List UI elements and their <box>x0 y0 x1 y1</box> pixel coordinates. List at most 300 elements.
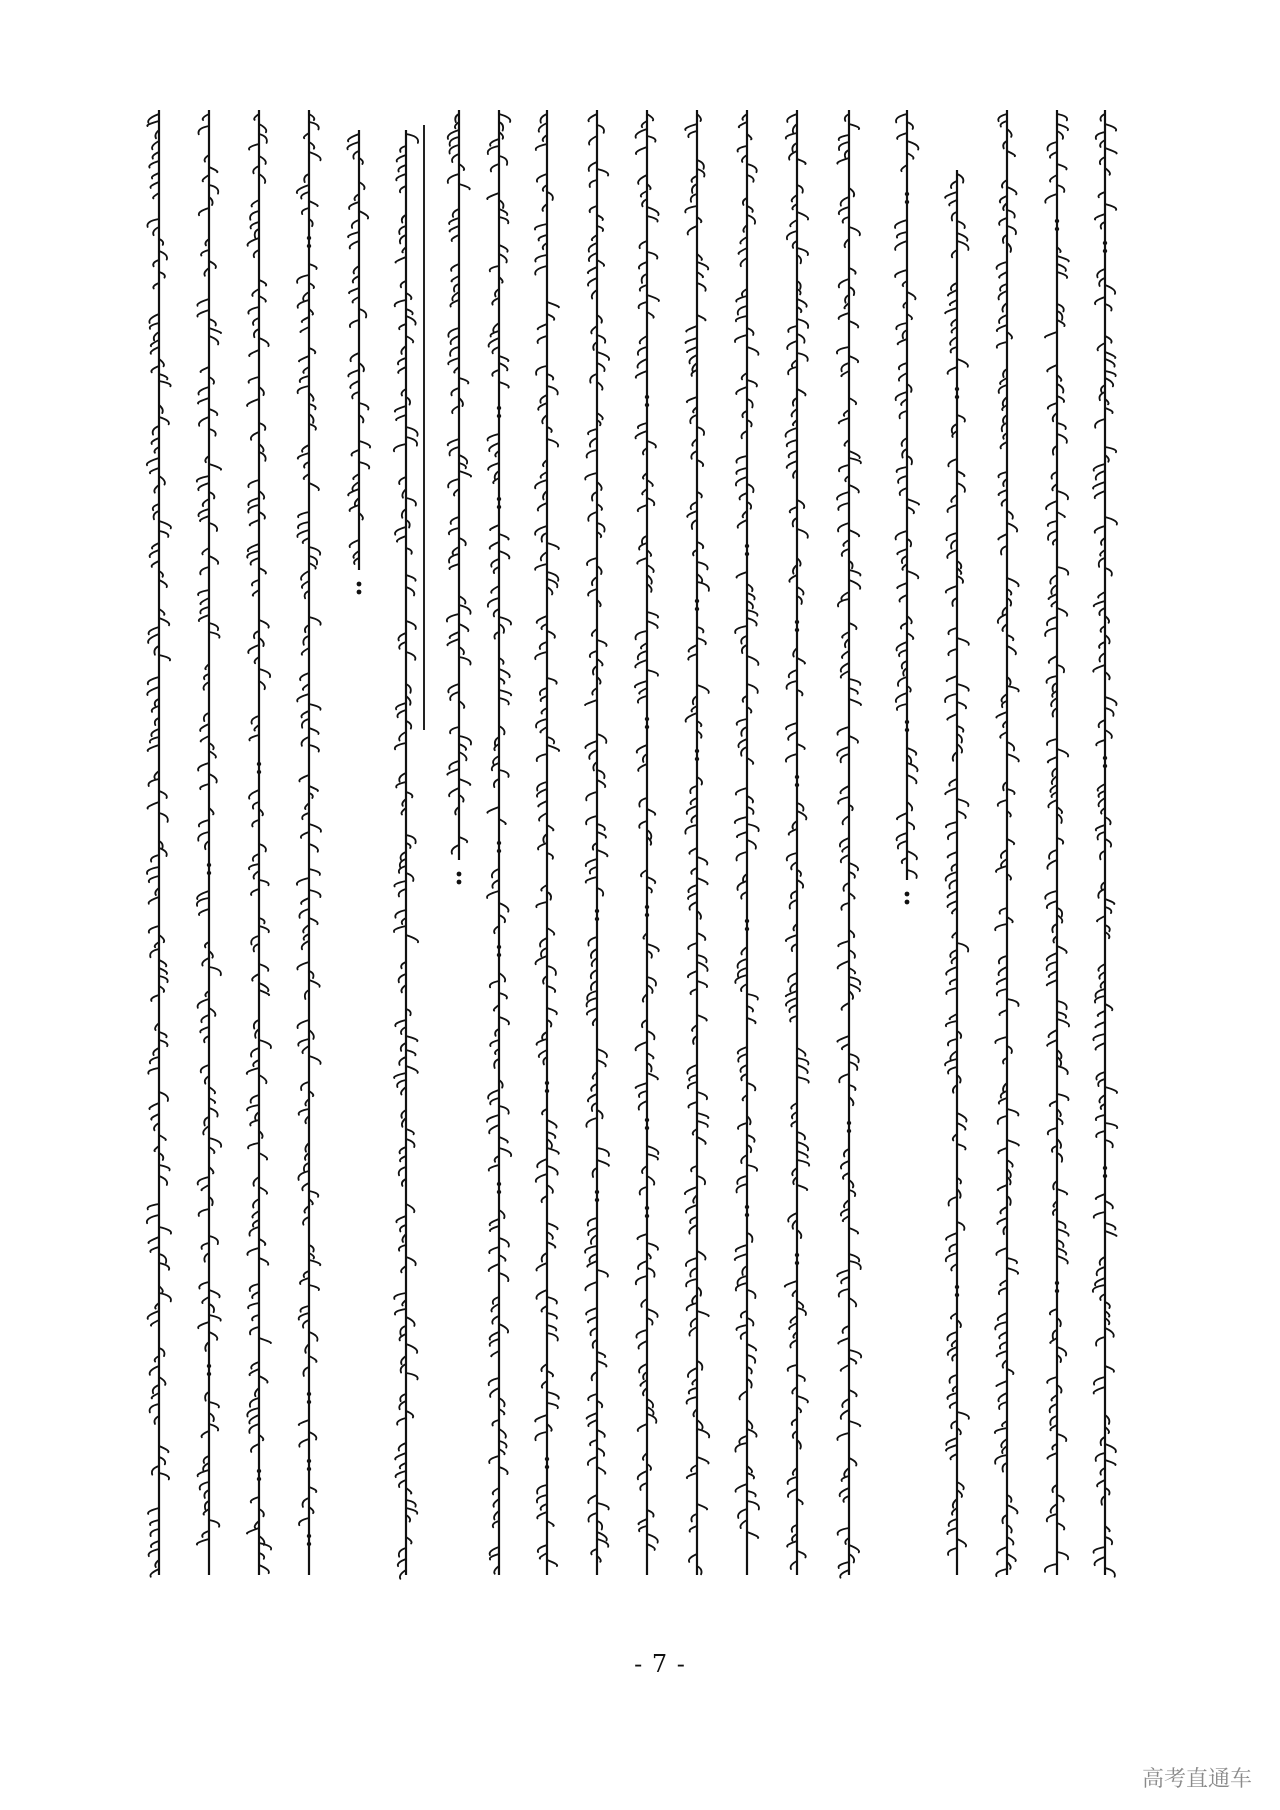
glyph-stroke <box>159 417 169 424</box>
glyph-stroke <box>849 863 858 870</box>
glyph-stroke <box>397 710 406 717</box>
punctuation-dot <box>497 945 501 949</box>
glyph-stroke <box>689 1225 697 1234</box>
glyph-stroke <box>736 477 747 486</box>
glyph-stroke <box>1095 214 1105 220</box>
glyph-stroke <box>394 1073 406 1078</box>
glyph-stroke <box>639 1364 647 1373</box>
glyph-stroke <box>849 1054 859 1062</box>
script-glyphs <box>296 0 322 1700</box>
glyph-stroke <box>309 704 321 710</box>
glyph-stroke <box>452 235 459 241</box>
glyph-stroke <box>957 638 969 645</box>
glyph-stroke <box>697 955 707 962</box>
glyph-stroke <box>688 885 697 892</box>
glyph-stroke <box>209 967 221 975</box>
glyph-stroke <box>209 464 221 470</box>
glyph-stroke <box>687 397 697 402</box>
glyph-stroke <box>150 468 159 473</box>
glyph-stroke <box>837 492 849 500</box>
glyph-stroke <box>638 651 647 659</box>
glyph-stroke <box>200 516 209 521</box>
glyph-stroke <box>585 473 597 480</box>
glyph-stroke <box>898 339 907 344</box>
glyph-stroke <box>585 1246 597 1253</box>
glyph-stroke <box>735 975 747 983</box>
glyph-stroke <box>394 444 406 451</box>
glyph-stroke <box>309 1432 316 1440</box>
glyph-stroke <box>1048 1128 1057 1134</box>
punctuation-dot <box>497 1182 501 1186</box>
glyph-stroke <box>948 459 957 466</box>
glyph-stroke <box>841 1161 849 1169</box>
glyph-stroke <box>895 270 907 277</box>
glyph-stroke <box>1097 1267 1105 1275</box>
glyph-stroke <box>597 1361 606 1367</box>
glyph-stroke <box>309 728 319 734</box>
glyph-stroke <box>638 175 647 184</box>
punctuation-dot <box>905 192 909 196</box>
glyph-stroke <box>395 300 406 306</box>
glyph-stroke <box>788 1489 797 1497</box>
punctuation-dot <box>745 1213 749 1217</box>
glyph-stroke <box>647 1146 658 1154</box>
text-column <box>393 0 419 1700</box>
glyph-stroke <box>697 933 705 940</box>
glyph-stroke <box>1094 1377 1105 1385</box>
punctuation-dot <box>795 1253 799 1257</box>
glyph-stroke <box>899 363 907 369</box>
glyph-stroke <box>946 1445 957 1451</box>
glyph-stroke <box>488 463 499 470</box>
glyph-stroke <box>489 443 499 451</box>
glyph-stroke <box>487 807 499 813</box>
glyph-stroke <box>945 788 957 794</box>
glyph-stroke <box>588 1094 597 1101</box>
glyph-stroke <box>398 367 406 373</box>
glyph-stroke <box>947 550 957 558</box>
glyph-stroke <box>797 1058 808 1065</box>
glyph-stroke <box>539 1050 547 1057</box>
glyph-stroke <box>839 1074 849 1082</box>
glyph-stroke <box>998 1185 1007 1190</box>
glyph-stroke <box>685 206 697 212</box>
glyph-stroke <box>1094 601 1105 606</box>
glyph-stroke <box>849 1358 856 1364</box>
glyph-stroke <box>747 1429 757 1437</box>
glyph-stroke <box>251 889 259 895</box>
glyph-stroke <box>159 1092 168 1101</box>
glyph-stroke <box>448 684 459 692</box>
glyph-stroke <box>449 564 459 569</box>
glyph-stroke <box>300 1306 309 1312</box>
glyph-stroke <box>747 347 758 355</box>
script-glyphs <box>784 0 810 1700</box>
glyph-stroke <box>946 1233 957 1240</box>
glyph-stroke <box>789 151 797 160</box>
glyph-stroke <box>499 1324 508 1333</box>
glyph-stroke <box>499 551 509 559</box>
glyph-stroke <box>787 114 797 122</box>
glyph-stroke <box>297 878 309 885</box>
glyph-stroke <box>638 423 647 428</box>
glyph-stroke <box>201 1185 209 1190</box>
glyph-stroke <box>687 511 697 517</box>
punctuation-dot <box>595 909 599 913</box>
glyph-stroke <box>849 124 859 129</box>
glyph-stroke <box>588 1513 597 1522</box>
glyph-stroke <box>159 374 167 379</box>
glyph-stroke <box>148 1068 159 1074</box>
glyph-stroke <box>839 418 849 423</box>
glyph-stroke <box>685 1187 697 1194</box>
glyph-stroke <box>347 142 359 149</box>
glyph-stroke <box>309 1285 319 1290</box>
glyph-stroke <box>747 1491 756 1496</box>
glyph-stroke <box>449 145 459 154</box>
glyph-stroke <box>395 527 406 535</box>
glyph-stroke <box>995 1037 1007 1043</box>
glyph-stroke <box>150 182 159 188</box>
glyph-stroke <box>150 1520 159 1525</box>
glyph-stroke <box>686 326 697 332</box>
glyph-stroke <box>639 543 647 550</box>
glyph-stroke <box>736 1184 747 1192</box>
text-column <box>296 0 322 1700</box>
glyph-stroke <box>1045 332 1057 337</box>
glyph-stroke <box>946 1021 957 1026</box>
punctuation-dot <box>1103 1174 1107 1178</box>
glyph-stroke <box>1093 1034 1105 1040</box>
glyph-stroke <box>499 1467 508 1474</box>
glyph-stroke <box>999 1098 1007 1104</box>
glyph-stroke <box>786 428 797 437</box>
glyph-stroke <box>450 692 459 700</box>
glyph-stroke <box>697 1457 709 1464</box>
glyph-stroke <box>499 690 511 695</box>
glyph-stroke <box>999 1288 1007 1294</box>
glyph-stroke <box>535 652 547 659</box>
glyph-stroke <box>1057 1001 1067 1009</box>
glyph-stroke <box>797 1151 808 1158</box>
glyph-stroke <box>499 363 507 370</box>
script-glyphs <box>1092 0 1118 1700</box>
punctuation-dot <box>257 770 261 774</box>
glyph-stroke <box>907 292 915 299</box>
glyph-stroke <box>547 1313 557 1319</box>
text-column <box>734 0 760 1700</box>
glyph-stroke <box>1007 210 1015 218</box>
glyph-stroke <box>248 498 259 505</box>
glyph-stroke <box>597 780 605 787</box>
glyph-stroke <box>1007 1140 1019 1146</box>
glyph-stroke <box>159 618 169 625</box>
glyph-stroke <box>797 159 806 164</box>
glyph-stroke <box>309 745 319 752</box>
glyph-stroke <box>738 248 747 254</box>
glyph-stroke <box>151 347 159 354</box>
glyph-stroke <box>149 627 159 634</box>
glyph-stroke <box>647 670 658 676</box>
glyph-stroke <box>159 1473 169 1479</box>
glyph-stroke <box>736 456 747 463</box>
glyph-stroke <box>1057 1066 1068 1074</box>
glyph-stroke <box>406 437 417 446</box>
glyph-stroke <box>398 165 406 172</box>
glyph-stroke <box>499 534 509 540</box>
glyph-stroke <box>147 867 159 874</box>
punctuation-dot <box>1055 1281 1059 1285</box>
glyph-stroke <box>298 386 309 393</box>
glyph-stroke <box>537 789 547 797</box>
glyph-stroke <box>597 770 605 778</box>
glyph-stroke <box>586 816 597 824</box>
glyph-stroke <box>1105 352 1115 358</box>
glyph-stroke <box>488 146 499 154</box>
glyph-stroke <box>396 703 406 709</box>
glyph-stroke <box>998 291 1007 299</box>
glyph-stroke <box>999 967 1007 975</box>
glyph-stroke <box>490 139 499 146</box>
glyph-stroke <box>259 964 268 971</box>
glyph-stroke <box>1057 608 1067 616</box>
punctuation-dot <box>257 762 261 766</box>
punctuation-dot <box>307 1542 311 1546</box>
glyph-stroke <box>896 693 907 702</box>
glyph-stroke <box>151 1320 159 1326</box>
glyph-stroke <box>585 741 597 748</box>
glyph-stroke <box>1047 1040 1057 1046</box>
glyph-stroke <box>1057 264 1066 271</box>
glyph-stroke <box>538 843 547 849</box>
punctuation-dot <box>1103 1166 1107 1170</box>
glyph-stroke <box>1057 256 1069 261</box>
glyph-stroke <box>697 283 706 291</box>
glyph-stroke <box>448 328 459 337</box>
glyph-stroke <box>1057 185 1064 192</box>
glyph-stroke <box>896 642 907 650</box>
glyph-stroke <box>838 599 849 606</box>
glyph-stroke <box>797 1077 809 1083</box>
glyph-stroke <box>735 817 747 823</box>
glyph-stroke <box>537 1159 547 1167</box>
glyph-stroke <box>450 727 459 733</box>
glyph-stroke <box>907 748 916 755</box>
glyph-stroke <box>647 1414 656 1423</box>
glyph-stroke <box>787 341 797 349</box>
glyph-stroke <box>996 712 1007 718</box>
glyph-stroke <box>788 367 797 374</box>
glyph-stroke <box>198 590 209 595</box>
end-mark-dot <box>905 892 910 897</box>
glyph-stroke <box>490 331 499 337</box>
glyph-stroke <box>996 1381 1007 1386</box>
glyph-stroke <box>490 1040 499 1046</box>
glyph-stroke <box>499 156 507 165</box>
glyph-stroke <box>547 1008 557 1014</box>
glyph-stroke <box>997 978 1007 984</box>
glyph-stroke <box>301 571 309 580</box>
glyph-stroke <box>639 241 647 248</box>
glyph-stroke <box>249 864 259 869</box>
glyph-stroke <box>840 838 849 847</box>
glyph-stroke <box>697 1176 705 1184</box>
glyph-stroke <box>837 1433 849 1440</box>
glyph-stroke <box>797 212 808 220</box>
glyph-stroke <box>547 1120 557 1128</box>
glyph-stroke <box>1095 1278 1105 1285</box>
glyph-stroke <box>487 193 499 199</box>
glyph-stroke <box>1105 1328 1114 1337</box>
glyph-stroke <box>997 1547 1007 1554</box>
glyph-stroke <box>849 451 860 458</box>
script-glyphs <box>196 0 222 1700</box>
glyph-stroke <box>1047 142 1057 150</box>
glyph-stroke <box>747 215 755 224</box>
glyph-stroke <box>1007 187 1017 194</box>
punctuation-dot <box>645 717 649 721</box>
glyph-stroke <box>597 1270 608 1277</box>
glyph-stroke <box>1007 686 1019 691</box>
glyph-stroke <box>1096 1337 1105 1346</box>
glyph-stroke <box>735 1484 747 1492</box>
glyph-stroke <box>896 323 907 329</box>
glyph-stroke <box>586 1308 597 1315</box>
glyph-stroke <box>998 614 1007 623</box>
glyph-stroke <box>547 1392 559 1399</box>
glyph-stroke <box>1007 999 1019 1006</box>
glyph-stroke <box>499 245 508 252</box>
glyph-stroke <box>697 1429 709 1437</box>
glyph-stroke <box>597 363 605 371</box>
glyph-stroke <box>198 1322 209 1328</box>
glyph-stroke <box>697 1015 707 1021</box>
glyph-stroke <box>1047 980 1057 985</box>
glyph-stroke <box>647 295 659 301</box>
text-column <box>684 0 710 1700</box>
text-column <box>1092 0 1118 1700</box>
glyph-stroke <box>350 320 359 327</box>
glyph-stroke <box>639 262 647 269</box>
glyph-stroke <box>348 370 359 376</box>
glyph-stroke <box>957 415 965 422</box>
glyph-stroke <box>490 1388 499 1397</box>
glyph-stroke <box>689 902 697 910</box>
glyph-stroke <box>841 1365 849 1371</box>
glyph-stroke <box>259 926 269 932</box>
punctuation-dot <box>1103 249 1107 253</box>
glyph-stroke <box>406 652 415 660</box>
glyph-stroke <box>209 774 217 783</box>
glyph-stroke <box>451 517 459 524</box>
punctuation-dot <box>307 236 311 240</box>
glyph-stroke <box>150 1057 159 1063</box>
punctuation-dot <box>1055 227 1059 231</box>
glyph-stroke <box>198 509 209 516</box>
glyph-stroke <box>697 1311 709 1316</box>
glyph-stroke <box>1048 757 1057 762</box>
text-column <box>196 0 222 1700</box>
glyph-stroke <box>689 355 697 363</box>
glyph-stroke <box>148 802 159 809</box>
glyph-stroke <box>785 1281 797 1287</box>
glyph-stroke <box>250 1398 259 1407</box>
glyph-stroke <box>251 200 259 206</box>
glyph-stroke <box>148 745 159 751</box>
glyph-stroke <box>849 485 859 492</box>
glyph-stroke <box>747 1501 759 1509</box>
glyph-stroke <box>536 144 547 150</box>
script-glyphs <box>734 0 760 1700</box>
glyph-stroke <box>247 1105 259 1110</box>
glyph-stroke <box>149 1549 159 1556</box>
glyph-stroke <box>1057 567 1068 575</box>
glyph-stroke <box>1057 1189 1067 1194</box>
glyph-stroke <box>945 308 957 313</box>
glyph-stroke <box>588 267 597 273</box>
glyph-stroke <box>1105 1231 1117 1236</box>
glyph-stroke <box>841 663 849 672</box>
glyph-stroke <box>640 1187 647 1195</box>
glyph-stroke <box>957 1113 967 1122</box>
glyph-stroke <box>947 1528 957 1534</box>
glyph-stroke <box>689 848 697 854</box>
punctuation-dot <box>307 1534 311 1538</box>
glyph-stroke <box>200 367 209 372</box>
glyph-stroke <box>200 567 209 574</box>
glyph-stroke <box>459 184 470 189</box>
text-column <box>836 0 862 1700</box>
punctuation-dot <box>905 720 909 724</box>
glyph-stroke <box>151 366 159 372</box>
glyph-stroke <box>789 670 797 677</box>
glyph-stroke <box>897 833 907 840</box>
glyph-stroke <box>297 530 309 537</box>
glyph-stroke <box>957 1144 966 1149</box>
glyph-stroke <box>637 359 647 368</box>
glyph-stroke <box>249 350 259 356</box>
glyph-stroke <box>1000 908 1007 914</box>
glyph-stroke <box>159 251 167 260</box>
glyph-stroke <box>946 586 957 593</box>
end-mark-dot <box>457 872 462 877</box>
glyph-stroke <box>747 824 759 831</box>
glyph-stroke <box>638 1341 647 1349</box>
glyph-stroke <box>298 1171 309 1180</box>
punctuation-dot <box>847 1129 851 1133</box>
punctuation-dot <box>497 406 501 410</box>
glyph-stroke <box>747 656 758 665</box>
glyph-stroke <box>499 770 509 777</box>
glyph-stroke <box>907 499 919 505</box>
glyph-stroke <box>697 1504 707 1509</box>
glyph-stroke <box>547 1223 558 1229</box>
glyph-stroke <box>499 217 508 223</box>
glyph-stroke <box>159 791 167 798</box>
glyph-stroke <box>586 1118 597 1127</box>
glyph-stroke <box>396 174 406 180</box>
glyph-stroke <box>406 1036 417 1041</box>
glyph-stroke <box>547 1560 557 1566</box>
glyph-stroke <box>309 1487 316 1492</box>
glyph-stroke <box>251 1444 259 1452</box>
glyph-stroke <box>849 736 858 743</box>
glyph-stroke <box>348 232 359 237</box>
glyph-stroke <box>849 977 860 984</box>
glyph-stroke <box>736 788 747 795</box>
glyph-stroke <box>957 471 964 476</box>
glyph-stroke <box>907 141 918 150</box>
